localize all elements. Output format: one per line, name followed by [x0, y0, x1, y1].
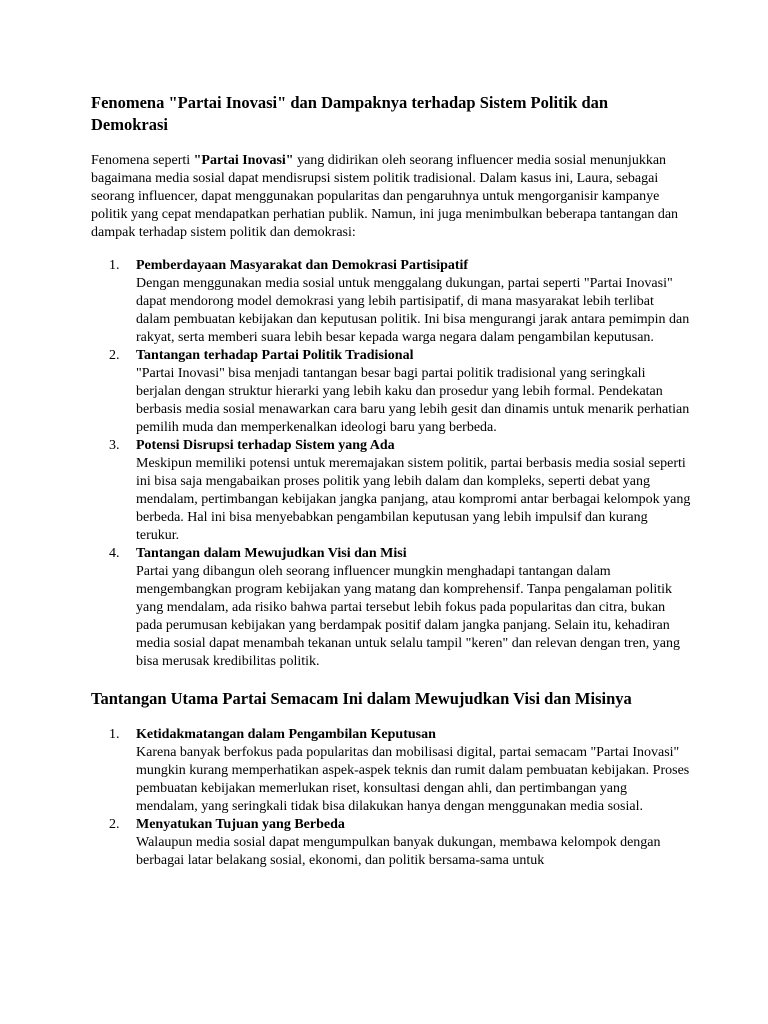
intro-text-rest: yang didirikan oleh seorang influencer media sosial menunjukkan bagaimana media sosial dapat mendisrupsi sistem politik tradisional. Dalam kasus ini, Laura, sebagai seorang influencer, dapat menggunakan popularitas dan pengaruhnya untuk mengorganisir kampanye politik yang cepat mendapatkan perhatian publik. Namun, ini juga menimbulkan beberapa tantangan dan dampak terhadap sistem politik dan demokrasi:	[91, 153, 679, 240]
section-title: Tantangan Utama Partai Semacam Ini dalam Mewujudkan Visi dan Misinya	[91, 689, 632, 708]
list-item-body: Meskipun memiliki potensi untuk meremajakan sistem politik, partai berbasis media sosial seperti ini bisa saja mengabaikan proses politik yang lebih dalam dan kompleks, seperti debat yang mendalam, pertimbangan kebijakan jangka panjang, atau kompromi antar berbagai kelompok yang berbeda. Hal ini bisa menyebabkan pengambilan keputusan yang lebih impulsif dan kurang terukur.	[136, 456, 691, 543]
list-item-body: Karena banyak berfokus pada popularitas dan mobilisasi digital, partai semacam "Partai Inovasi" mungkin kurang memperhatikan aspek-aspek teknis dan rumit dalam pembuatan kebijakan. Proses pembuatan kebijakan memerlukan riset, konsultasi dengan ahli, dan pertimbangan yang mendalam, yang seringkali tidak bisa dilakukan hanya dengan menggunakan media sosial.	[136, 745, 690, 814]
list-item-body: Walaupun media sosial dapat mengumpulkan banyak dukungan, membawa kelompok dengan berbagai latar belakang sosial, ekonomi, dan politik bersama-sama untuk	[136, 835, 661, 868]
list-item-number: 4.	[109, 546, 120, 561]
list-item-body: Partai yang dibangun oleh seorang influencer mungkin menghadapi tantangan dalam mengembangkan program kebijakan yang matang dan komprehensif. Tanpa pengalaman politik yang mendalam, ada risiko bahwa partai tersebut lebih fokus pada popularitas dan citra, bukan pada perumusan kebijakan yang berdampak positif dalam jangka panjang. Selain itu, kehadiran media sosial dapat menambah tekanan untuk selalu tampil "keren" dan relevan dengan tren, yang bisa merusak kredibilitas politik.	[136, 564, 681, 669]
list-item-number: 3.	[109, 438, 120, 453]
list-item-title: Potensi Disrupsi terhadap Sistem yang Ada	[136, 438, 395, 453]
list-item	[91, 347, 691, 437]
document-page	[91, 92, 691, 870]
list-item-body: Dengan menggunakan media sosial untuk menggalang dukungan, partai seperti "Partai Inovasi" dapat mendorong model demokrasi yang lebih partisipatif, di mana masyarakat lebih terlibat dalam pembuatan kebijakan dan keputusan politik. Ini bisa mengurangi jarak antara pemimpin dan rakyat, serta memberi suara lebih besar kepada warga negara dalam pengambilan keputusan.	[136, 276, 690, 345]
list-item	[91, 257, 691, 347]
list-item-title: Tantangan terhadap Partai Politik Tradisional	[136, 348, 414, 363]
list-item	[91, 816, 691, 870]
impact-list	[91, 257, 691, 671]
list-item-title: Menyatukan Tujuan yang Berbeda	[136, 817, 345, 832]
intro-paragraph	[91, 152, 681, 242]
list-item-number: 1.	[109, 258, 120, 273]
list-item	[91, 437, 691, 545]
list-item-body: "Partai Inovasi" bisa menjadi tantangan besar bagi partai politik tradisional yang seringkali berjalan dengan struktur hierarki yang lebih kaku dan prosedur yang lebih formal. Pendekatan berbasis media sosial menawarkan cara baru yang lebih gesit dan dinamis untuk menarik perhatian pemilih muda dan memperkenalkan ideologi baru yang berbeda.	[136, 366, 690, 435]
list-item-title: Ketidakmatangan dalam Pengambilan Keputusan	[136, 727, 436, 742]
list-item-number: 1.	[109, 727, 120, 742]
list-item-title: Pemberdayaan Masyarakat dan Demokrasi Partisipatif	[136, 258, 469, 273]
list-item-number: 2.	[109, 348, 120, 363]
document-title: Fenomena "Partai Inovasi" dan Dampaknya terhadap Sistem Politik dan Demokrasi	[91, 93, 609, 134]
list-item	[91, 545, 691, 671]
intro-party-name: "Partai Inovasi"	[193, 153, 294, 168]
list-item	[91, 726, 691, 816]
list-item-number: 2.	[109, 817, 120, 832]
list-item-title: Tantangan dalam Mewujudkan Visi dan Misi	[136, 546, 407, 561]
challenges-list	[91, 726, 691, 870]
intro-text-start: Fenomena seperti	[91, 153, 194, 168]
